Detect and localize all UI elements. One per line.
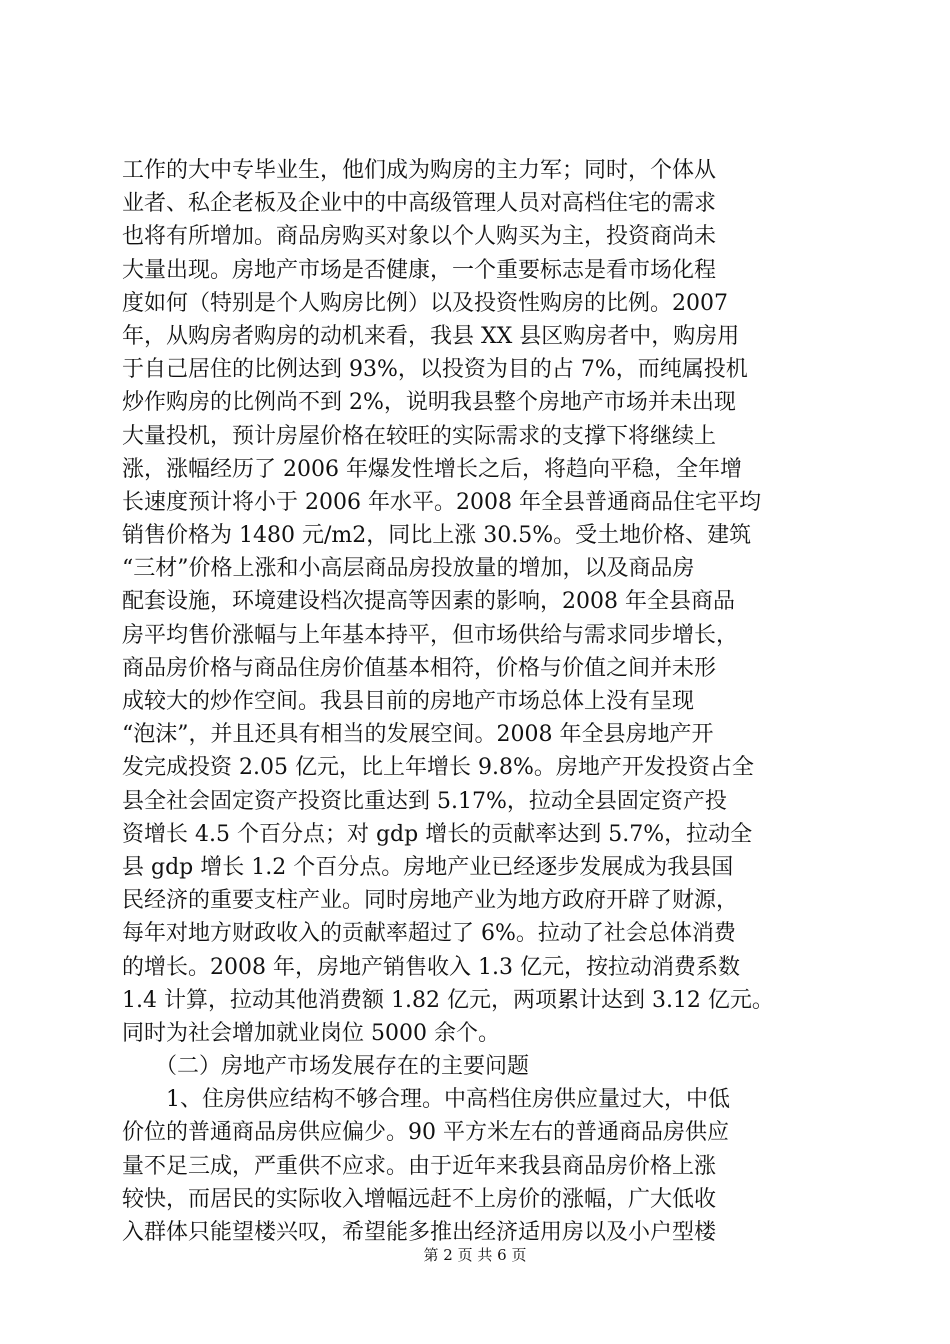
text-line: 也将有所增加。商品房购买对象以个人购买为主，投资商尚未 (122, 224, 717, 250)
text-line: 工作的大中专毕业生，他们成为购房的主力军；同时，个体从 (122, 158, 717, 183)
text-line: 业者、私企老板及企业中的中高级管理人员对高档住宅的需求 (122, 191, 717, 217)
text-line: 成较大的炒作空间。我县目前的房地产市场总体上没有呈现 (122, 689, 695, 714)
document-body (122, 154, 832, 1249)
text-line: “三材”价格上涨和小高层商品房投放量的增加，以及商品房 (122, 556, 695, 582)
text-line: 1.4 计算，拉动其他消费额 1.82 亿元，两项累计达到 3.12 亿元。 (122, 987, 774, 1013)
text-line: 商品房价格与商品住房价值基本相符，价格与价值之间并未形 (122, 655, 717, 681)
text-line: 入群体只能望楼兴叹，希望能多推出经济适用房以及小户型楼 (122, 1220, 717, 1245)
text-line: 房平均售价涨幅与上年基本持平，但市场供给与需求同步增长， (122, 622, 739, 648)
text-line: 大量投机，预计房屋价格在较旺的实际需求的支撑下将继续上 (122, 423, 717, 449)
text-line: 长速度预计将小于 2006 年水平。2008 年全县普通商品住宅平均 (122, 489, 761, 515)
text-line: 炒作购房的比例尚不到 2%，说明我县整个房地产市场并未出现 (122, 390, 736, 416)
text-line: 1、住房供应结构不够合理。中高档住房供应量过大，中低 (122, 1087, 730, 1113)
text-line: 每年对地方财政收入的贡献率超过了 6%。拉动了社会总体消费 (122, 921, 736, 947)
text-line: （二）房地产市场发展存在的主要问题 (122, 1054, 530, 1080)
text-line: 发完成投资 2.05 亿元，比上年增长 9.8%。房地产开发投资占全 (122, 755, 754, 781)
page-footer: 第 2 页 共 6 页 (423, 1246, 527, 1264)
text-line: 度如何（特别是个人购房比例）以及投资性购房的比例。2007 (122, 290, 728, 316)
text-line: 涨，涨幅经历了 2006 年爆发性增长之后，将趋向平稳，全年增 (122, 456, 742, 482)
text-line: 较快，而居民的实际收入增幅远赶不上房价的涨幅，广大低收 (122, 1186, 717, 1212)
text-line: “泡沫”，并且还具有相当的发展空间。2008 年全县房地产开 (122, 722, 714, 748)
text-line: 销售价格为 1480 元/m2，同比上涨 30.5%。受土地价格、建筑 (122, 523, 752, 549)
text-line: 于自己居住的比例达到 93%，以投资为目的占 7%，而纯属投机 (122, 357, 748, 383)
text-line: 资增长 4.5 个百分点；对 gdp 增长的贡献率达到 5.7%，拉动全 (122, 821, 753, 847)
text-line: 价位的普通商品房供应偏少。90 平方米左右的普通商品房供应 (122, 1120, 729, 1146)
text-line: 同时为社会增加就业岗位 5000 余个。 (122, 1020, 500, 1046)
text-line: 量不足三成，严重供不应求。由于近年来我县商品房价格上涨 (122, 1153, 717, 1179)
text-line: 县 gdp 增长 1.2 个百分点。房地产业已经逐步发展成为我县国 (122, 854, 734, 880)
text-line: 县全社会固定资产投资比重达到 5.17%，拉动全县固定资产投 (122, 788, 727, 814)
text-line: 的增长。2008 年，房地产销售收入 1.3 亿元，按拉动消费系数 (122, 954, 740, 980)
text-line: 配套设施，环境建设档次提高等因素的影响，2008 年全县商品 (122, 589, 735, 615)
text-line: 大量出现。房地产市场是否健康，一个重要标志是看市场化程 (122, 257, 717, 283)
text-line: 年，从购房者购房的动机来看，我县 XX 县区购房者中，购房用 (122, 323, 740, 349)
text-line: 民经济的重要支柱产业。同时房地产业为地方政府开辟了财源， (122, 888, 739, 914)
